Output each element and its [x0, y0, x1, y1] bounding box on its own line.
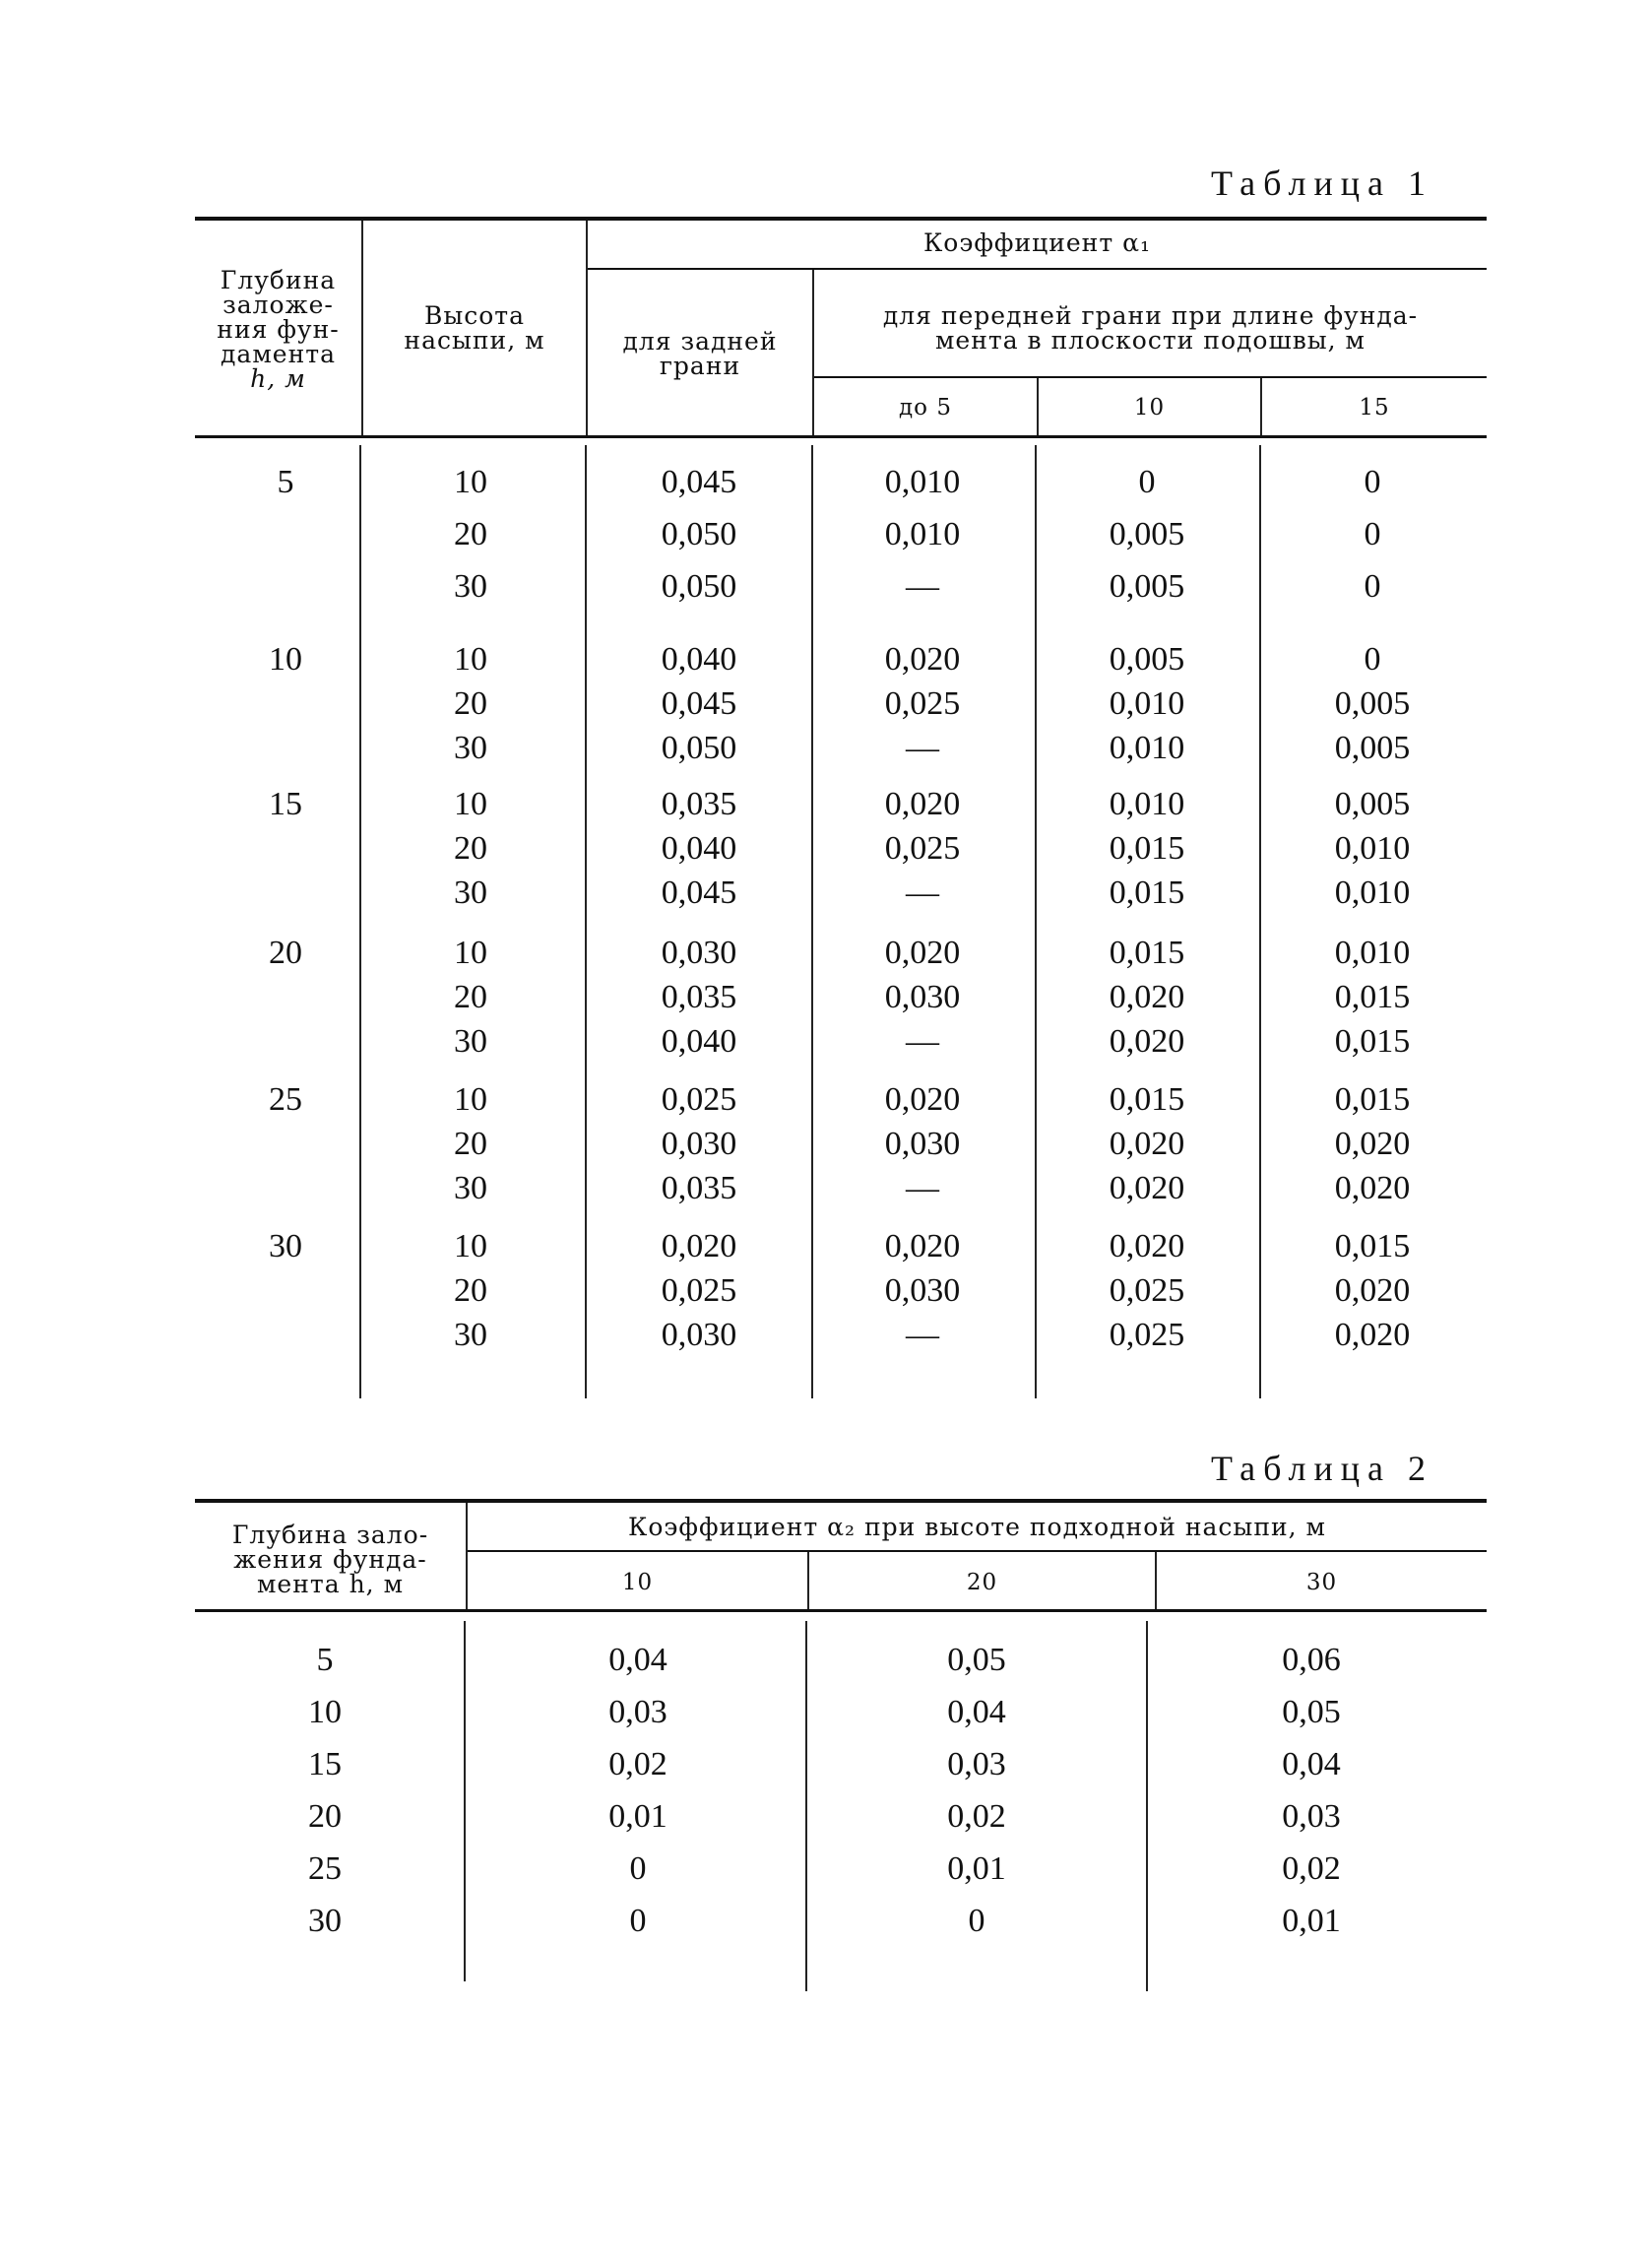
table1-rear-coef-cell: 0,035: [661, 1170, 737, 1206]
table1-front-coef-5-cell: 0,025: [884, 685, 961, 722]
table1-height-cell: 20: [454, 830, 487, 867]
front-header-line: мента в плоскости подошвы, м: [934, 326, 1366, 355]
table1-front-coef-10-cell: 0,010: [1109, 730, 1185, 766]
table1-height-cell: 20: [454, 1272, 487, 1309]
table2-coef-30-cell: 0,05: [1282, 1694, 1341, 1730]
table1-body-vline-5: [1259, 445, 1261, 1398]
table1-depth-cell: 20: [269, 935, 302, 971]
table1-front-coef-15-cell: 0,010: [1334, 874, 1411, 911]
table1-height-cell: 10: [454, 1228, 487, 1264]
table1-front-coef-15-cell: 0,015: [1334, 979, 1411, 1015]
table1-rear-coef-cell: 0,030: [661, 1126, 737, 1162]
table1-rear-coef-cell: 0,030: [661, 1317, 737, 1353]
table2-coef-20-cell: 0,01: [947, 1850, 1006, 1887]
depth-header-line: Глубина зало-: [231, 1521, 429, 1549]
depth-header-line: ния фун-: [217, 315, 340, 344]
table1-height-cell: 30: [454, 1170, 487, 1206]
table2-coef-20-cell: 0,03: [947, 1746, 1006, 1782]
table2-coef-rule: [466, 1550, 1487, 1552]
table1-front-coef-10-cell: 0,025: [1109, 1272, 1185, 1309]
table2-height-header-30: 30: [1305, 1570, 1338, 1595]
table1-front-coef-5-cell: 0,020: [884, 641, 961, 678]
table2-coef-30-cell: 0,03: [1282, 1798, 1341, 1835]
table1-front-coef-5-cell: 0,020: [884, 1081, 961, 1118]
table2-depth-cell: 10: [308, 1694, 342, 1730]
rear-header-line: грани: [659, 352, 741, 380]
table2-depth-cell: 15: [308, 1746, 342, 1782]
front-header-line: для передней грани при длине фунда-: [882, 301, 1419, 330]
table1-front-coef-10-cell: 0,010: [1109, 685, 1185, 722]
table1-front-rule: [812, 376, 1487, 378]
table1-body-vline-3: [811, 445, 813, 1398]
table2-body-vline-3: [1146, 1621, 1148, 1991]
depth-header-line: заложе-: [222, 291, 334, 319]
table1-height-cell: 20: [454, 685, 487, 722]
table2-coef-10-cell: 0: [629, 1903, 647, 1939]
table1-depth-cell: 10: [269, 641, 302, 678]
table1-top-rule: [195, 217, 1487, 221]
table1-front-coef-10-cell: 0,020: [1109, 1170, 1185, 1206]
table1-rear-coef-cell: 0,045: [661, 685, 737, 722]
table1-height-cell: 30: [454, 1023, 487, 1060]
table2-coef-10-cell: 0,01: [608, 1798, 667, 1835]
depth-header-line: h, м: [250, 364, 306, 393]
table2-coef-10-cell: 0,03: [608, 1694, 667, 1730]
table1-front-coef-5-cell: —: [906, 1170, 939, 1206]
table1-front-coef-5-cell: 0,010: [884, 516, 961, 552]
table1-rear-coef-cell: 0,050: [661, 568, 737, 605]
table1-front-coef-5-cell: —: [906, 874, 939, 911]
table1-front-coef-15-cell: 0,020: [1334, 1272, 1411, 1309]
table1-rear-coef-cell: 0,040: [661, 1023, 737, 1060]
table1-front-coef-10-cell: 0,020: [1109, 1228, 1185, 1264]
table2-coef-20-cell: 0: [968, 1903, 985, 1939]
depth-header-line: мента h, м: [256, 1570, 405, 1598]
table1-height-cell: 10: [454, 641, 487, 678]
table1-rear-coef-cell: 0,040: [661, 830, 737, 867]
table2-coef-10-cell: 0,02: [608, 1746, 667, 1782]
table1-rear-coef-cell: 0,045: [661, 874, 737, 911]
table1-body-vline-2: [585, 445, 587, 1398]
depth-header-line: жения фунда-: [233, 1545, 427, 1574]
table1-height-cell: 10: [454, 1081, 487, 1118]
table1-height-cell: 10: [454, 464, 487, 500]
table1-front-coef-5-cell: —: [906, 730, 939, 766]
depth-header-line: дамента: [221, 340, 336, 368]
table1-height-cell: 20: [454, 516, 487, 552]
table1-depth-cell: 30: [269, 1228, 302, 1264]
table1-front-coef-15-cell: 0,015: [1334, 1228, 1411, 1264]
table1-depth-cell: 5: [277, 464, 294, 500]
table1-rear-coef-cell: 0,045: [661, 464, 737, 500]
table2-coef-30-cell: 0,01: [1282, 1903, 1341, 1939]
table1-front-coef-5-cell: 0,020: [884, 935, 961, 971]
table1-front-coef-15-cell: 0,010: [1334, 830, 1411, 867]
table1-front-coef-5-cell: —: [906, 1023, 939, 1060]
table1-depth-cell: 25: [269, 1081, 302, 1118]
table1-front-coef-5-cell: —: [906, 1317, 939, 1353]
depth-header-line: Глубина: [220, 266, 337, 294]
table1-front-coef-5-cell: 0,030: [884, 1126, 961, 1162]
table1-front-coef-10-cell: 0,005: [1109, 641, 1185, 678]
table2-depth-cell: 20: [308, 1798, 342, 1835]
table2-coef-10-cell: 0: [629, 1850, 647, 1887]
table1-front-coef-5-cell: 0,025: [884, 830, 961, 867]
table1-front-coef-10-cell: 0,020: [1109, 979, 1185, 1015]
table1-depth-cell: 15: [269, 786, 302, 822]
table1-front-coef-15-cell: 0,020: [1334, 1170, 1411, 1206]
table1-front-coef-15-cell: 0: [1364, 641, 1381, 678]
table1-front-coef-15-cell: 0,005: [1334, 786, 1411, 822]
table1-height-cell: 20: [454, 1126, 487, 1162]
table1-front-coef-10-cell: 0,005: [1109, 516, 1185, 552]
table1-rear-coef-cell: 0,050: [661, 730, 737, 766]
table2-coef-20-cell: 0,05: [947, 1642, 1006, 1678]
table1-front-coef-15-cell: 0: [1364, 516, 1381, 552]
table1-front-coef-10-cell: 0,015: [1109, 1081, 1185, 1118]
table2-coef-30-cell: 0,02: [1282, 1850, 1341, 1887]
table1-length-header-10: 10: [1133, 395, 1166, 421]
table1-height-cell: 30: [454, 730, 487, 766]
height-header-line: насыпи, м: [404, 326, 545, 355]
table1-rear-coef-cell: 0,025: [661, 1272, 737, 1309]
table2-coef-20-cell: 0,04: [947, 1694, 1006, 1730]
table2-depth-cell: 5: [316, 1642, 334, 1678]
table1-front-coef-15-cell: 0,020: [1334, 1126, 1411, 1162]
table1-front-coef-15-cell: 0,005: [1334, 730, 1411, 766]
table1-front-coef-15-cell: 0,005: [1334, 685, 1411, 722]
table1-front-coef-10-cell: 0,005: [1109, 568, 1185, 605]
table1-height-cell: 10: [454, 935, 487, 971]
table2-header-bottom-rule: [195, 1609, 1487, 1612]
table2-caption: Таблица 2: [1211, 1449, 1433, 1488]
table2-height-header-10: 10: [621, 1570, 654, 1595]
table2-body-vline-2: [805, 1621, 807, 1991]
table2-coef-30-cell: 0,04: [1282, 1746, 1341, 1782]
table1-front-coef-10-cell: 0,010: [1109, 786, 1185, 822]
table2-depth-cell: 25: [308, 1850, 342, 1887]
table1-rear-coef-cell: 0,030: [661, 935, 737, 971]
table2-height-header-20: 20: [966, 1570, 998, 1595]
table1-front-coef-10-cell: 0,015: [1109, 830, 1185, 867]
table1-rear-coef-cell: 0,025: [661, 1081, 737, 1118]
table1-length-header-5: до 5: [899, 395, 952, 421]
table1-height-cell: 10: [454, 786, 487, 822]
table1-rear-coef-cell: 0,040: [661, 641, 737, 678]
table1-front-coef-15-cell: 0,020: [1334, 1317, 1411, 1353]
table1-front-coef-5-cell: 0,030: [884, 1272, 961, 1309]
table2-body-vline-1: [464, 1621, 466, 1981]
table1-front-coef-15-cell: 0,015: [1334, 1081, 1411, 1118]
table2-depth-cell: 30: [308, 1903, 342, 1939]
table1-front-coef-10-cell: 0,020: [1109, 1023, 1185, 1060]
table1-front-coef-15-cell: 0: [1364, 568, 1381, 605]
table1-rear-coef-cell: 0,035: [661, 786, 737, 822]
table1-front-coef-10-cell: 0,025: [1109, 1317, 1185, 1353]
table2-coef-header: Коэффициент α₂ при высоте подходной насыпи, м: [627, 1513, 1326, 1541]
table1-front-coef-5-cell: 0,020: [884, 1228, 961, 1264]
table1-front-coef-10-cell: 0: [1138, 464, 1156, 500]
table2-coef-20-cell: 0,02: [947, 1798, 1006, 1835]
table1-header-bottom-rule: [195, 435, 1487, 438]
table2-coef-30-cell: 0,06: [1282, 1642, 1341, 1678]
table1-height-cell: 20: [454, 979, 487, 1015]
table1-front-coef-5-cell: —: [906, 568, 939, 605]
table1-height-header: [363, 303, 586, 353]
table1-front-coef-10-cell: 0,020: [1109, 1126, 1185, 1162]
table1-front-coef-10-cell: 0,015: [1109, 874, 1185, 911]
table2-depth-header: [195, 1522, 466, 1596]
table1-front-coef-5-cell: 0,030: [884, 979, 961, 1015]
table1-coef-header: Коэффициент α₁: [922, 228, 1152, 257]
table1-front-coef-15-cell: 0: [1364, 464, 1381, 500]
table1-front-coef-5-cell: 0,020: [884, 786, 961, 822]
table1-rear-coef-cell: 0,020: [661, 1228, 737, 1264]
table1-body-vline-4: [1035, 445, 1037, 1398]
table1-coef-rule: [586, 268, 1487, 270]
height-header-line: Высота: [423, 301, 526, 330]
table1-front-coef-15-cell: 0,015: [1334, 1023, 1411, 1060]
table1-front-coef-5-cell: 0,010: [884, 464, 961, 500]
table1-depth-header: [195, 268, 361, 391]
table1-rear-header: [588, 329, 812, 378]
table1-rear-coef-cell: 0,050: [661, 516, 737, 552]
table1-rear-coef-cell: 0,035: [661, 979, 737, 1015]
table1-caption: Таблица 1: [1211, 163, 1433, 203]
table1-front-coef-10-cell: 0,015: [1109, 935, 1185, 971]
table2-coef-10-cell: 0,04: [608, 1642, 667, 1678]
table1-height-cell: 30: [454, 568, 487, 605]
rear-header-line: для задней: [622, 327, 778, 356]
table1-front-header: [814, 303, 1487, 353]
table2-top-rule: [195, 1499, 1487, 1503]
table1-height-cell: 30: [454, 874, 487, 911]
table1-front-coef-15-cell: 0,010: [1334, 935, 1411, 971]
table1-length-header-15: 15: [1359, 395, 1390, 421]
table1-height-cell: 30: [454, 1317, 487, 1353]
